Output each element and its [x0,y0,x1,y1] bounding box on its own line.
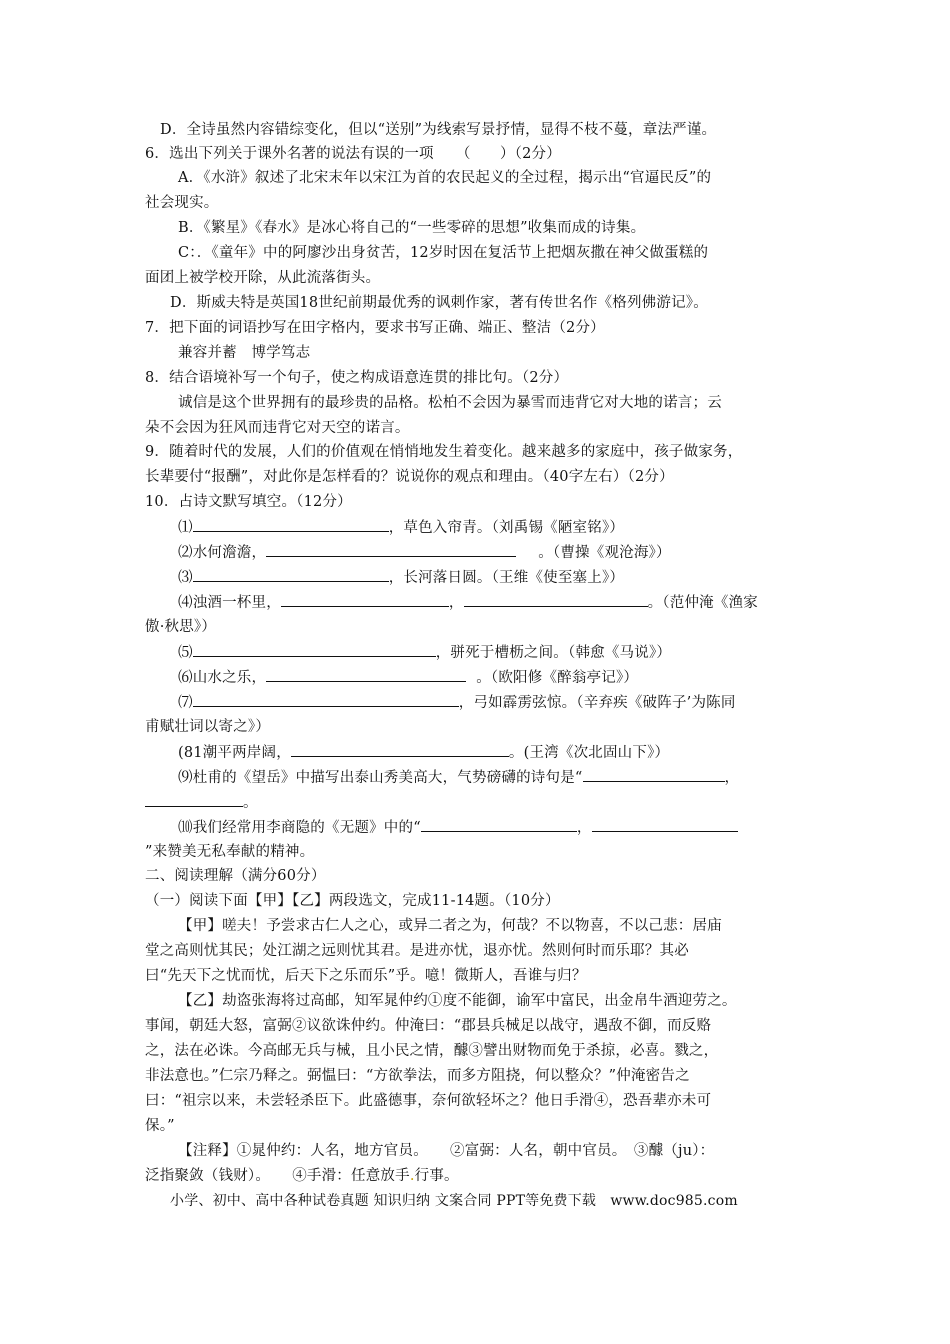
q6-option-c-line1: C：．《童年》中的阿廖沙出身贫苦，12岁时因在复活节上把烟灰撒在神父做蛋糕的 [178,245,709,261]
passage-jia-line1: 【甲】嗟夫！予尝求古仁人之心，或异二者之为，何哉？不以物喜，不以己悲：居庙 [178,918,722,934]
part2-subtitle: （一）阅读下面【甲】【乙】两段选文，完成11-14题。（10分） [145,893,560,909]
q10-item-8-suffix: 。(王湾《次北固山下》） [508,745,670,761]
q6-option-a-line2: 社会现实。 [145,195,219,211]
q10-item-1 [178,517,624,538]
q10-item-10-continued: ”来赞美无私奉献的精神。 [145,844,315,860]
passage-yi-line5: 曰：“祖宗以来，未尝轻杀臣下。此盛德事，奈何欲轻坏之？他日手滑④，恐吾辈亦未可 [145,1093,712,1109]
q10-item-1-blank[interactable] [193,517,389,532]
q10-item-6-suffix: 。（欧阳修《醉翁亭记》） [476,670,639,686]
q10-item-10-mid: ， [576,820,592,836]
q10-item-6-prefix: ⑹山水之乐， [178,670,267,686]
q10-item-3-suffix: ，长河落日圆。（王维《使至塞上》） [388,570,625,586]
q10-item-8 [178,742,669,763]
q10-item-9 [178,767,739,788]
q8-text-line2: 朵不会因为狂风而违背它对天空的诺言。 [145,420,410,436]
q10-item-10-blank-b[interactable] [592,817,738,832]
q7-stem: 7．把下面的词语抄写在田字格内，要求书写正确、端正、整洁（2分） [145,320,605,336]
q10-item-7-prefix: ⑺ [178,695,193,711]
q10-item-4 [178,592,758,613]
q10-item-6 [178,667,638,688]
q10-item-10-prefix: ⑽我们经常用李商隐的《无题》中的“ [178,820,421,836]
q10-item-6-blank[interactable] [266,667,466,682]
q8-text-line1: 诚信是这个世界拥有的最珍贵的品格。松柏不会因为暴雪而违背它对大地的诺言；云 [178,395,722,411]
q10-item-4-blank-b[interactable] [464,592,648,607]
q10-item-5-suffix: ，骈死于槽枥之间。（韩愈《马说》） [435,645,672,661]
passage-jia-line2: 堂之高则忧其民；处江湖之远则忧其君。是进亦忧，退亦忧。然则何时而乐耶？其必 [145,943,689,959]
passage-yi-line3: 之，法在必诛。今高邮无兵与械，且小民之情，醵③譬出财物而免于杀掠，必喜。戮之， [145,1043,719,1059]
q10-item-4-mid: ， [448,595,464,611]
notes-line1: 【注释】①晁仲约：人名，地方官员。 ②富弼：人名，朝中官员。 ③醵（ju）： [178,1143,715,1159]
passage-jia-line3: 曰“先天下之忧而忧，后天下之乐而乐”乎。噫！微斯人，吾谁与归？ [145,968,587,984]
passage-yi-line4: 非法意也。”仁宗乃释之。弼愠曰：“方欲拳法，而多方阻挠，何以整众？”仲淹密告之 [145,1068,690,1084]
q10-item-8-blank[interactable] [291,742,509,757]
q10-item-2-suffix: 。（曹操《观沧海》） [538,545,671,561]
q10-item-5-prefix: ⑸ [178,645,193,661]
q9-text-line1: 9．随着时代的发展，人们的价值观在悄悄地发生着变化。越来越多的家庭中，孩子做家务， [145,444,743,460]
q10-item-4-prefix: ⑷浊酒一杯里， [178,595,281,611]
q7-words: 兼容并蓄 博学笃志 [178,345,311,361]
q10-item-9-continued [145,792,258,813]
passage-yi-line1: 【乙】劫盗张海将过高邮，知军晁仲约①度不能御，谕军中富民，出金帛牛酒迎劳之。 [178,993,737,1009]
q10-item-4-continued: 傲·秋思》） [145,619,217,635]
passage-yi-line2: 事闻，朝廷大怒，富弼②议欲诛仲约。仲淹曰：“郡县兵械足以战守，遇敌不御，而反赂 [145,1018,712,1034]
q10-stem: 10．占诗文默写填空。（12分） [145,494,352,510]
q10-item-7-continued: 甫赋壮词以寄之》） [145,719,271,735]
notes-line2-a: 泛指聚敛（钱财）。 ④手滑：任意放手 [145,1168,410,1184]
q10-item-9-prefix: ⑼杜甫的《望岳》中描写出泰山秀美高大，气势磅礴的诗句是“ [178,770,583,786]
q6-option-c-line2: 面团上被学校开除，从此流落街头。 [145,270,381,286]
q10-item-4-suffix: 。（范仲淹《渔家 [647,595,758,611]
q5-option-d: D．全诗虽然内容错综变化，但以“送别”为线索写景抒情，显得不枝不蔓，章法严谨。 [160,122,717,138]
q9-text-line2: 长辈要付“报酬”，对此你是怎样看的？说说你的观点和理由。（40字左右）（2分） [145,469,674,485]
footer-text: 小学、初中、高中各种试卷真题 知识归纳 文案合同 PPT等免费下载 www.doc985.com [170,1193,738,1209]
q10-item-3 [178,567,624,588]
q10-item-4-blank-a[interactable] [281,592,449,607]
q10-item-9-mid: ， [724,770,740,786]
notes-line2-b: 行事。 [414,1168,459,1184]
q10-item-5 [178,642,671,663]
q10-item-2-blank[interactable] [266,542,516,557]
q10-item-9-blank-b[interactable] [145,792,243,807]
q6-option-a-line1: A．《水浒》叙述了北宋末年以宋江为首的农民起义的全过程，揭示出“官逼民反”的 [178,170,712,186]
q10-item-8-prefix: (81潮平两岸阔， [178,745,291,761]
q10-item-5-blank[interactable] [193,642,436,657]
q10-item-1-prefix: ⑴ [178,520,193,536]
q10-item-3-prefix: ⑶ [178,570,193,586]
stray-dot-icon: . [409,1168,415,1184]
q10-item-9-end: 。 [243,795,258,811]
q10-item-3-blank[interactable] [193,567,389,582]
q10-item-1-suffix: ，草色入帘青。（刘禹锡《陋室铭》） [388,520,625,536]
q10-item-2-prefix: ⑵水何澹澹， [178,545,267,561]
q6-option-b: B．《繁星》《春水》是冰心将自己的“一些零碎的思想”收集而成的诗集。 [178,220,646,236]
q6-option-d: D．斯威夫特是英国18世纪前期最优秀的讽刺作家，著有传世名作《格列佛游记》。 [170,295,708,311]
q10-item-2 [178,542,671,563]
q10-item-7 [178,692,736,713]
q8-stem: 8．结合语境补写一个句子，使之构成语意连贯的排比句。（2分） [145,370,569,386]
q10-item-7-blank[interactable] [193,692,459,707]
q6-stem: 6．选出下列关于课外名著的说法有误的一项 （ ）（2分） [145,146,561,162]
q10-item-9-blank-a[interactable] [583,767,725,782]
notes-line2 [145,1166,459,1186]
passage-yi-line6: 保。” [145,1118,175,1134]
q10-item-7-suffix: ，弓如霹雳弦惊。（辛弃疾《破阵子’为陈同 [458,695,736,711]
q10-item-10 [178,817,738,838]
part2-title: 二、阅读理解（满分60分） [145,868,326,884]
q10-item-10-blank-a[interactable] [421,817,577,832]
